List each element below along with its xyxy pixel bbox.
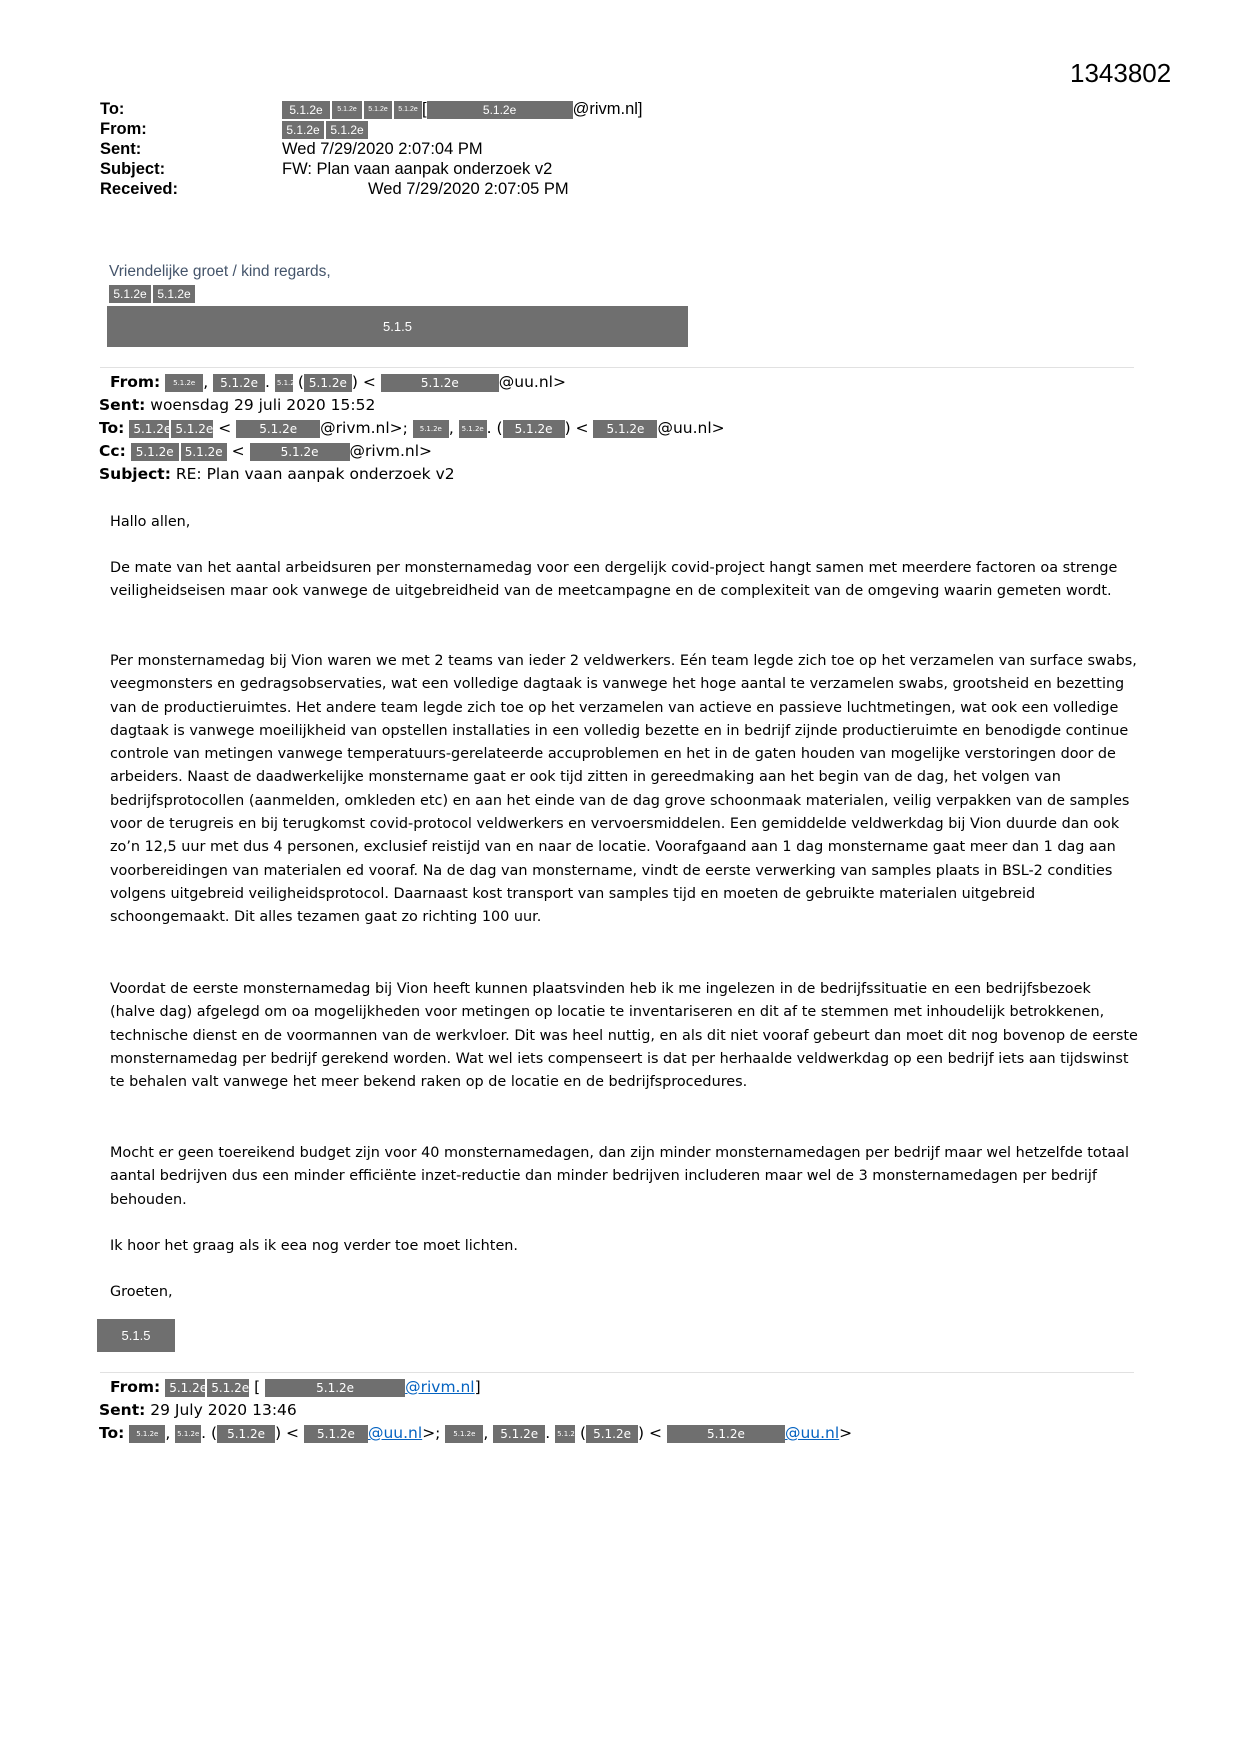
body-closing: Groeten, (110, 1284, 173, 1300)
redaction: 5.1.2e (217, 1425, 275, 1443)
body-paragraph-1: De mate van het aantal arbeidsuren per monsternamedag voor een dergelijk covid-project hangt samen met meerdere factoren oa strenge veiligheidseisen maar ook vanwege de uitgebreidheid van de meetcampagne en de complexiteit van de omgeving waarin gemeten wordt. (110, 560, 1118, 600)
redaction: 5.1.2e (503, 420, 565, 438)
redaction: 5.1.2e (394, 101, 422, 119)
sent-label: Sent: (99, 396, 146, 414)
email-link[interactable]: @uu.nl (784, 1424, 840, 1442)
email-link[interactable]: @rivm.nl (405, 1378, 475, 1396)
redaction: 5.1.2e (427, 101, 573, 119)
signature-redaction: 5.1.5 (97, 1319, 175, 1352)
redaction: 5.1.2e (459, 420, 487, 438)
email1-subject (99, 464, 455, 484)
redaction: 5.1.2e (213, 374, 265, 392)
to-separator: >; (422, 1424, 441, 1442)
sent-label: Sent: (100, 140, 142, 158)
from-suffix: @uu.nl> (498, 373, 566, 391)
signature-redaction: 5.1.5 (107, 306, 688, 347)
redaction: 5.1.2e (236, 420, 320, 438)
to-suffix: @uu.nl> (657, 419, 725, 437)
cc-label: Cc: (99, 442, 126, 460)
email1-sent (99, 395, 375, 415)
email2-sent (99, 1400, 297, 1420)
redaction: 5.1.2e (165, 1379, 205, 1397)
email2-from: From: 5.1.2e 5.1.2e [ 5.1.2e @rivm.nl] (110, 1378, 481, 1396)
redaction: 5.1.2e (265, 1379, 405, 1397)
header-sent (100, 139, 483, 159)
redaction: 5.1.2e (175, 1425, 201, 1443)
subject-value: RE: Plan vaan aanpak onderzoek v2 (175, 465, 455, 483)
signature-name (109, 285, 195, 305)
redaction: 5.1.2e (586, 1425, 638, 1443)
to-close: > (839, 1424, 853, 1442)
sent-value: 29 July 2020 13:46 (150, 1401, 297, 1419)
redaction: 5.1.2e (413, 420, 449, 438)
to-mid: @rivm.nl>; (320, 419, 408, 437)
to-label: To: (99, 419, 125, 437)
redaction: 5.1.2e (381, 374, 499, 392)
redaction: 5.1.2e (181, 443, 227, 461)
divider (100, 367, 1134, 368)
redaction: 5.1.2e (667, 1425, 785, 1443)
email1-to: To: 5.1.2e 5.1.2e < 5.1.2e @rivm.nl>; 5.1.2e , 5.1.2e . ( 5.1.2e ) < 5.1.2e @uu.nl> (99, 419, 725, 437)
header-from (100, 119, 368, 139)
from-label: From: (110, 373, 161, 391)
from-label: From: (110, 1378, 161, 1396)
redaction: 5.1.2e (593, 420, 657, 438)
from-close: ] (474, 1378, 481, 1396)
redaction: 5.1.2e (171, 420, 213, 438)
redaction: 5.1.2e (165, 374, 203, 392)
header-to: To: 5.1.2e 5.1.2e 5.1.2e 5.1.2e [ 5.1.2e @rivm.nl] (100, 100, 643, 118)
email-link[interactable]: @uu.nl (367, 1424, 423, 1442)
redaction: 5.1.2e (153, 285, 195, 303)
redaction: 5.1.2e (555, 1425, 575, 1443)
body-paragraph-5: Ik hoor het graag als ik eea nog verder toe moet lichten. (110, 1238, 518, 1254)
sent-label: Sent: (99, 1401, 146, 1419)
redaction: 5.1.2e (129, 1425, 165, 1443)
redaction: 5.1.2e (282, 101, 330, 119)
email2-to: To: 5.1.2e , 5.1.2e . ( 5.1.2e ) < 5.1.2e @uu.nl>; 5.1.2e , 5.1.2e . 5.1.2e ( 5.1.2e ) < 5.1.2e @uu.nl> (99, 1424, 853, 1442)
redaction: 5.1.2e (304, 374, 352, 392)
received-label: Received: (100, 180, 178, 198)
divider (100, 1372, 1134, 1373)
header-subject (100, 159, 552, 179)
from-label: From: (100, 120, 147, 138)
to-label: To: (100, 100, 125, 118)
document-id: 1343802 (1070, 58, 1172, 88)
body-paragraph-2: Per monsternamedag bij Vion waren we met 2 teams van ieder 2 veldwerkers. Eén team legde zich toe op het verzamelen van surface swabs, veegmonsters en gedragsobservaties, wat een volledige dagtaak is vanwege het hoge aantal te verzamelen swabs, grootsheid en bezetting van de productieruimtes. Het andere team legde zich toe op het verzamelen van actieve en passieve luchtmetingen, wat ook een volledige dagtaak is vanwege moeilijkheid van opstellen installaties in een volledig bezette en in bedrijf zijnde productieruimte en benodigde continue controle van metingen vanwege temperatuurs-gerelateerde accuproblemen en het in de gaten houden van mogelijke verstoringen door de arbeiders. Naast de daadwerkelijke monstername gaat er ook tijd zitten in gereedmaking aan het begin van de dag, het volgen van bedrijfsprotocollen (aanmelden, omkleden etc) en aan het einde van de dag grove schoonmaak materialen, veilig verpakken van de samples voor de terugreis en bij terugkomst covid-protocol veldwerkers en vervoersmiddelen. Een gemiddelde veldwerkdag bij Vion duurde dan ook zo’n 12,5 uur met dus 4 personen, exclusief reistijd van en naar de locatie. Voorafgaand aan 1 dag monstername gaat meer dan 1 dag aan voorbereidingen van materialen ed vooraf. Na de dag van monstername, vindt de eerste verwerking van samples plaats in BSL-2 condities volgens uitgebreid veiligheidsprotocol. Daarnaast kost transport van samples tijd en moeten de gebruikte materialen uitgebreid schoongemaakt. Dit alles tezamen gaat zo richting 100 uur. (110, 653, 1137, 926)
sent-value: Wed 7/29/2020 2:07:04 PM (282, 140, 483, 158)
signature-greeting: Vriendelijke groet / kind regards, (109, 263, 331, 280)
subject-label: Subject: (100, 160, 166, 178)
redaction: 5.1.2e (207, 1379, 249, 1397)
subject-value: FW: Plan vaan aanpak onderzoek v2 (282, 160, 553, 178)
redaction: 5.1.2e (131, 443, 179, 461)
body-paragraph-3: Voordat de eerste monsternamedag bij Vion heeft kunnen plaatsvinden heb ik me ingelezen in de bedrijfssituatie en een bedrijfsbezoek (halve dag) afgelegd om oa mogelijkheden voor metingen op locatie te inventariseren en dit af te stemmen met inhoudelijk betrokkenen, technische dienst en de voormannen van de werkvloer. Dit was heel nuttig, en als dit niet vooraf gebeurt dan moet dit nog bovenop de eerste monsternamedag per bedrijf gerekend worden. Wat wel iets compenseert is dat per herhaalde veldwerkdag op een bedrijf iets aan tijdswinst te behalen valt vanwege het meer bekend raken op de locatie en de bedrijfsprocedures. (110, 981, 1138, 1091)
redaction: 5.1.2e (129, 420, 169, 438)
to-suffix: @rivm.nl] (572, 100, 643, 118)
email1-from: From: 5.1.2e , 5.1.2e . 5.1.2e ( 5.1.2e ) < 5.1.2e @uu.nl> (110, 373, 566, 391)
redaction: 5.1.2e (275, 374, 293, 392)
redaction: 5.1.2e (109, 285, 151, 303)
redaction: 5.1.2e (282, 121, 324, 139)
body-greeting: Hallo allen, (110, 514, 191, 530)
email1-cc: Cc: 5.1.2e 5.1.2e < 5.1.2e @rivm.nl> (99, 442, 433, 460)
redaction: 5.1.2e (326, 121, 368, 139)
redaction: 5.1.2e (364, 101, 392, 119)
redaction: 5.1.2e (332, 101, 362, 119)
subject-label: Subject: (99, 465, 171, 483)
to-label: To: (99, 1424, 125, 1442)
header-received (100, 179, 569, 199)
redaction: 5.1.2e (445, 1425, 483, 1443)
sent-value: woensdag 29 juli 2020 15:52 (150, 396, 376, 414)
redaction: 5.1.2e (250, 443, 350, 461)
redaction: 5.1.2e (493, 1425, 545, 1443)
body-paragraph-4: Mocht er geen toereikend budget zijn voor 40 monsternamedagen, dan zijn minder monsternamedagen per bedrijf maar wel hetzelfde totaal aantal bedrijven dus een minder efficiënte inzet-reductie dan minder bedrijven includeren maar wel de 3 monsternamedagen per bedrijf behouden. (110, 1145, 1130, 1208)
redaction: 5.1.2e (304, 1425, 368, 1443)
cc-suffix: @rivm.nl> (349, 442, 433, 460)
received-value: Wed 7/29/2020 2:07:05 PM (368, 180, 569, 198)
